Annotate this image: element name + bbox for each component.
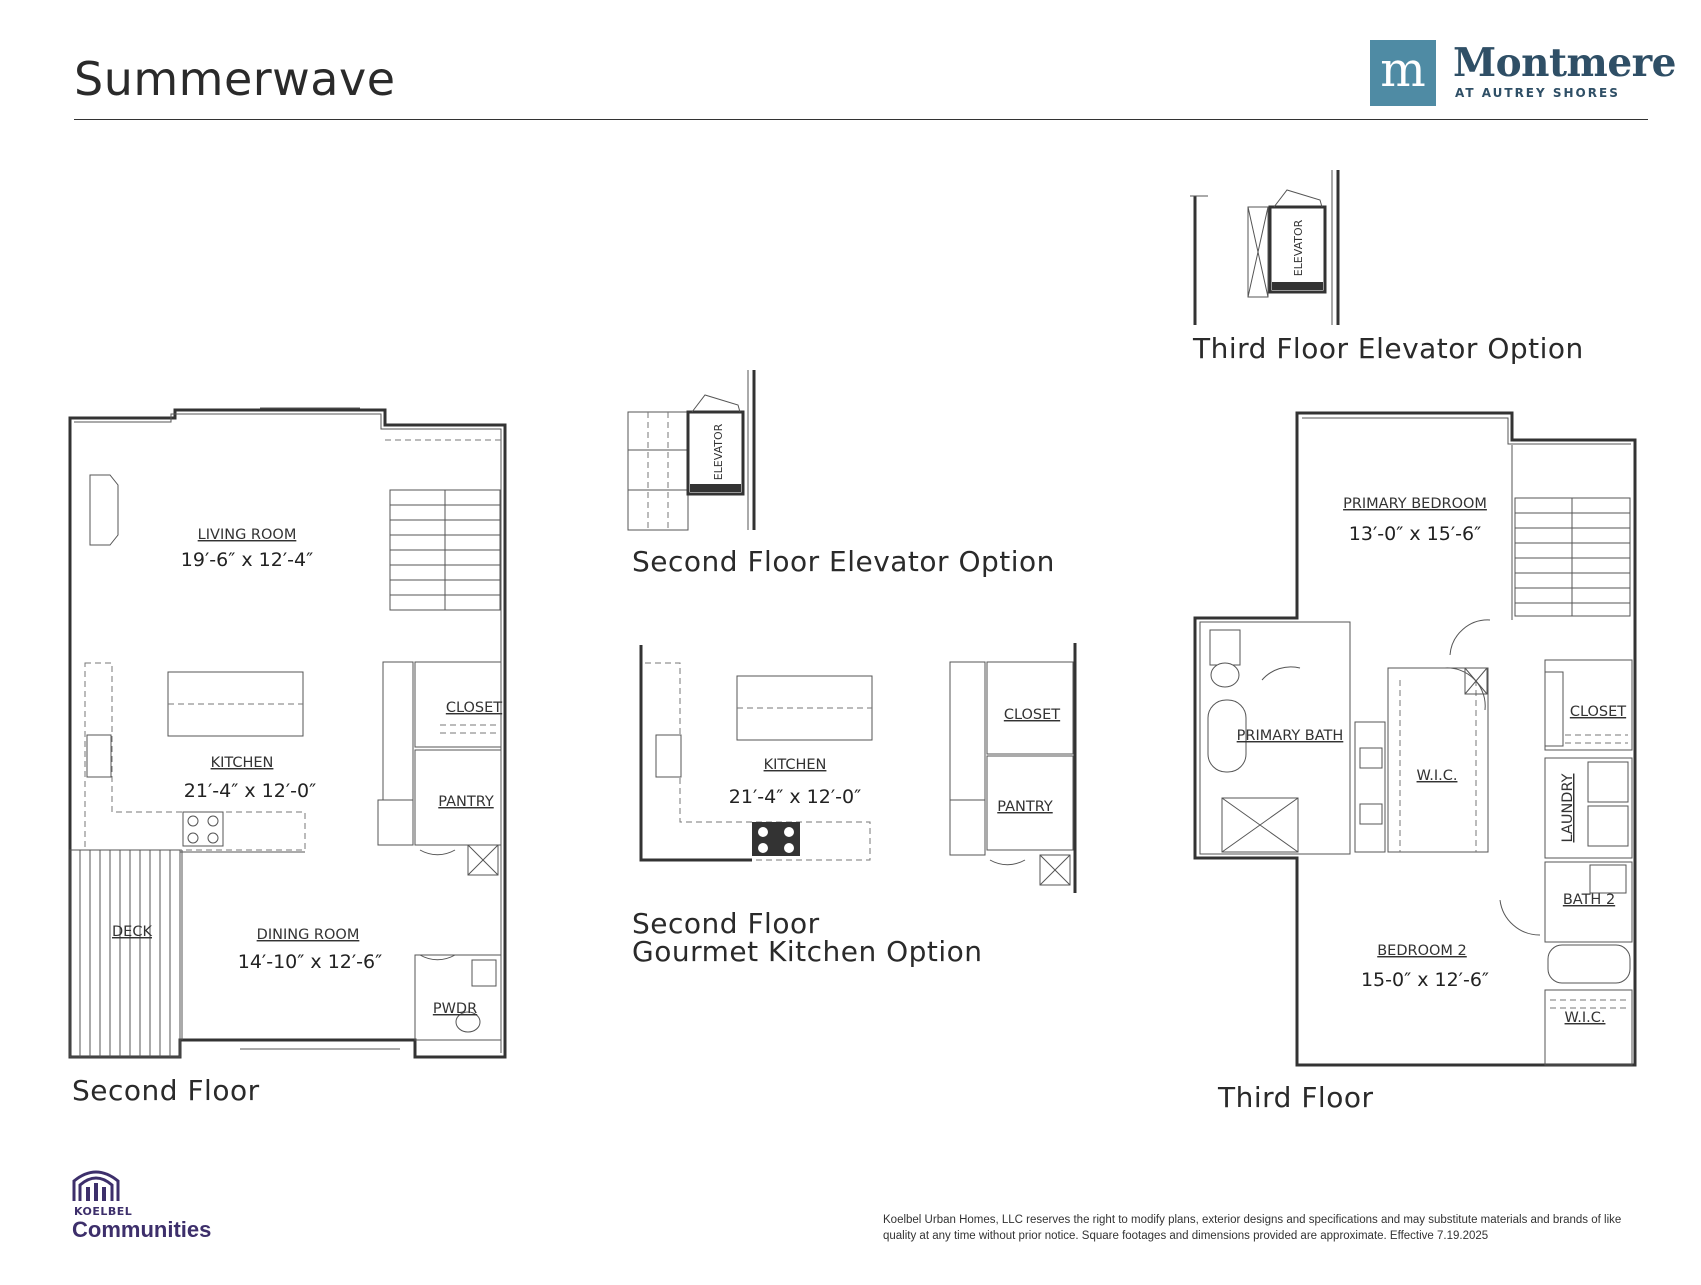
laundry-label: LAUNDRY: [1560, 773, 1576, 843]
disclaimer-text: Koelbel Urban Homes, LLC reserves the right to modify plans, exterior designs and specifications and may substitute materials and brands of like quality at any time without prior notice. Square footages and dimensions provided are approximate. Effective 7.19.2025: [883, 1214, 1622, 1242]
primary-bedroom-label: PRIMARY BEDROOM: [1343, 496, 1487, 512]
bedroom2-dim: 15-0″ x 12′-6″: [1360, 969, 1490, 991]
gourmet-caption-line2: Gourmet Kitchen Option: [632, 935, 983, 968]
third-elevator-caption: Third Floor Elevator Option: [1193, 332, 1584, 365]
second-elevator-caption: Second Floor Elevator Option: [632, 545, 1055, 578]
stair-treads: [390, 490, 500, 610]
gourmet-kitchen-dim: 21′-4″ x 12′-0″: [728, 786, 862, 808]
closet-label: CLOSET: [445, 700, 503, 716]
gourmet-closet-label: CLOSET: [1003, 707, 1061, 723]
living-room-dim: 19′-6″ x 12′-4″: [180, 549, 314, 571]
gourmet-caption-line1: Second Floor: [632, 907, 820, 940]
bath2-label: BATH 2: [1562, 892, 1616, 908]
koelbel-wordmark: KOELBEL: [74, 1205, 133, 1218]
third-floor-caption: Third Floor: [1218, 1081, 1374, 1114]
gourmet-kitchen-option: [632, 643, 1075, 968]
third-closet-label: CLOSET: [1569, 704, 1627, 720]
koelbel-logo-icon: [72, 1165, 120, 1203]
brand-name: Montmere: [1453, 40, 1676, 86]
gourmet-kitchen-label: KITCHEN: [763, 757, 827, 773]
dining-room-dim: 14′-10″ x 12′-6″: [237, 951, 383, 973]
dining-room-label: DINING ROOM: [256, 927, 360, 943]
second-floor-caption: Second Floor: [72, 1074, 260, 1107]
elevator-label-2f: ELEVATOR: [712, 423, 725, 481]
pantry-label: PANTRY: [438, 794, 494, 810]
wic2-label: W.I.C.: [1564, 1010, 1606, 1026]
gourmet-pantry-label: PANTRY: [997, 799, 1053, 815]
primary-bath-label: PRIMARY BATH: [1236, 728, 1344, 744]
primary-bedroom-dim: 13′-0″ x 15′-6″: [1348, 523, 1482, 545]
montmere-logo-icon: m: [1370, 40, 1436, 106]
second-floor-elevator-option: [628, 370, 1055, 578]
kitchen-label: KITCHEN: [210, 755, 274, 771]
brand-subtitle: AT AUTREY SHORES: [1455, 86, 1620, 100]
third-floor-elevator-option: [1190, 170, 1584, 365]
page-title: Summerwave: [74, 52, 396, 106]
elevator-label-3f: ELEVATOR: [1292, 219, 1305, 277]
deck-label: DECK: [112, 924, 152, 940]
living-room-label: LIVING ROOM: [197, 527, 297, 543]
deck-boards: [80, 850, 170, 1057]
pwdr-label: PWDR: [432, 1001, 478, 1017]
kitchen-dim: 21′-4″ x 12′-0″: [183, 780, 317, 802]
third-floor-plan: [1195, 413, 1635, 1114]
second-floor-plan: [70, 408, 505, 1107]
bedroom2-label: BEDROOM 2: [1377, 943, 1467, 959]
wic-label: W.I.C.: [1416, 768, 1458, 784]
koelbel-communities: Communities: [72, 1217, 212, 1242]
